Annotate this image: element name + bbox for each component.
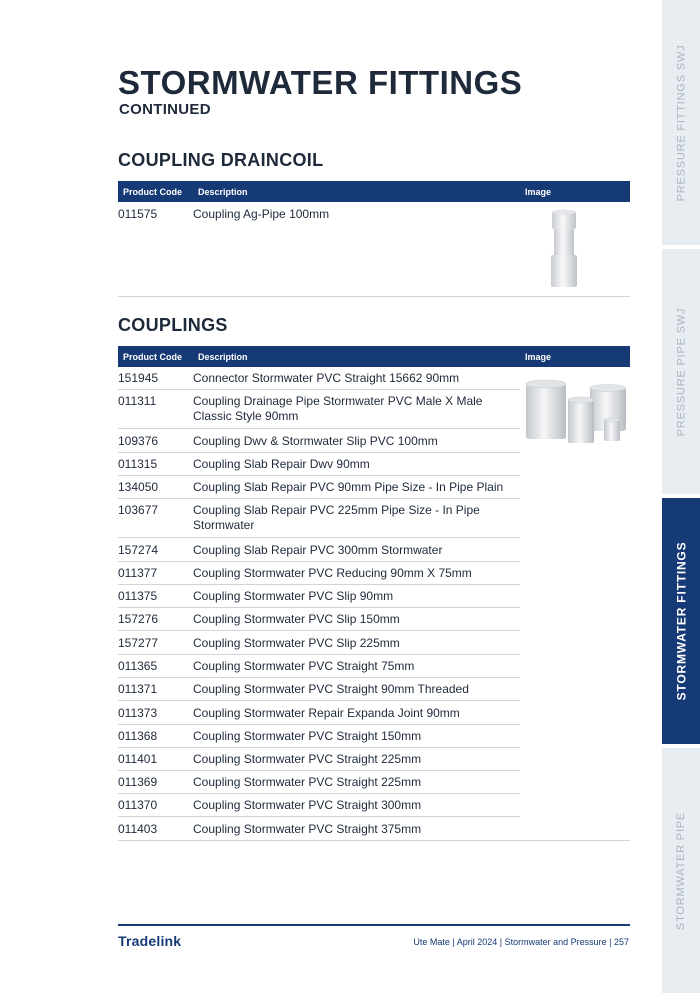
product-code: 157276 xyxy=(118,612,159,626)
product-description: Coupling Slab Repair Dwv 90mm xyxy=(193,457,370,471)
side-tab-label: STORMWATER FITTINGS xyxy=(674,541,688,701)
column-header-image: Image xyxy=(525,352,552,362)
product-code: 011373 xyxy=(118,706,158,720)
column-header-code: Product Code xyxy=(123,187,183,197)
product-code: 011401 xyxy=(118,752,158,766)
product-description: Coupling Slab Repair PVC 90mm Pipe Size - In Pipe Plain xyxy=(193,480,504,494)
product-description: Coupling Stormwater PVC Straight 375mm xyxy=(193,822,422,836)
row-divider xyxy=(118,607,520,608)
product-code: 109376 xyxy=(118,434,159,448)
section-title-coupling-draincoil: COUPLING DRAINCOIL xyxy=(118,150,324,170)
product-code: 011368 xyxy=(118,729,158,743)
table-header xyxy=(118,181,630,202)
tradelink-logo: Tradelink xyxy=(118,933,182,949)
row-divider xyxy=(118,630,520,631)
column-header-description: Description xyxy=(198,352,248,362)
column-header-code: Product Code xyxy=(123,352,183,362)
product-code: 011370 xyxy=(118,798,158,812)
section-divider xyxy=(118,840,630,841)
side-tab-stormwater-pipe[interactable] xyxy=(662,748,700,993)
column-header-description: Description xyxy=(198,187,248,197)
product-description: Coupling Stormwater PVC Reducing 90mm X 75mm xyxy=(193,566,472,580)
row-divider xyxy=(118,537,520,538)
product-description: Coupling Slab Repair PVC 225mm Pipe Size - In Pipe Stormwater xyxy=(193,503,480,532)
row-divider xyxy=(118,724,520,725)
row-divider xyxy=(118,561,520,562)
product-description: Coupling Ag-Pipe 100mm xyxy=(193,207,330,221)
product-description: Connector Stormwater PVC Straight 15662 90mm xyxy=(193,371,460,385)
product-code: 011371 xyxy=(118,682,158,696)
footer-divider xyxy=(118,924,630,926)
product-code: 157277 xyxy=(118,636,159,650)
product-description: Coupling Drainage Pipe Stormwater PVC Male X Male Classic Style 90mm xyxy=(193,394,483,423)
product-code: 011311 xyxy=(118,394,157,408)
product-code: 011575 xyxy=(118,207,158,221)
product-code: 011315 xyxy=(118,457,158,471)
row-divider xyxy=(118,770,520,771)
section-divider xyxy=(118,296,630,297)
side-tab-pressure-fittings-swj[interactable] xyxy=(662,0,700,245)
row-divider xyxy=(118,700,520,701)
row-divider xyxy=(118,584,520,585)
row-divider xyxy=(118,747,520,748)
section-title-couplings: COUPLINGS xyxy=(118,315,228,335)
row-divider xyxy=(118,816,520,817)
product-code: 011365 xyxy=(118,659,158,673)
side-tab-label: PRESSURE PIPE SWJ xyxy=(675,307,688,436)
product-code: 103677 xyxy=(118,503,159,517)
product-description: Coupling Stormwater PVC Straight 75mm xyxy=(193,659,415,673)
product-description: Coupling Stormwater PVC Straight 225mm xyxy=(193,775,422,789)
row-divider xyxy=(118,654,520,655)
product-code: 011375 xyxy=(118,589,158,603)
page-title: STORMWATER FITTINGS xyxy=(118,64,523,101)
row-divider xyxy=(118,475,520,476)
product-code: 011403 xyxy=(118,822,158,836)
side-tab-label: PRESSURE FITTINGS SWJ xyxy=(675,44,688,201)
product-description: Coupling Stormwater PVC Straight 300mm xyxy=(193,798,422,812)
product-code: 011377 xyxy=(118,566,158,580)
row-divider xyxy=(118,498,520,499)
product-code: 011369 xyxy=(118,775,158,789)
product-description: Coupling Stormwater PVC Slip 150mm xyxy=(193,612,400,626)
product-description: Coupling Dwv & Stormwater Slip PVC 100mm xyxy=(193,434,438,448)
page-subtitle: CONTINUED xyxy=(119,101,211,118)
side-tab-stormwater-fittings[interactable] xyxy=(662,498,700,744)
row-divider xyxy=(118,793,520,794)
couplings-image xyxy=(524,377,628,447)
coupling-ag-pipe-image xyxy=(548,209,580,289)
product-description: Coupling Stormwater PVC Straight 90mm Threaded xyxy=(193,682,469,696)
product-description: Coupling Slab Repair PVC 300mm Stormwater xyxy=(193,543,443,557)
column-header-image: Image xyxy=(525,187,552,197)
row-divider xyxy=(118,428,520,429)
table-header xyxy=(118,346,630,367)
row-divider xyxy=(118,677,520,678)
side-tab-pressure-pipe-swj[interactable] xyxy=(662,249,700,494)
product-code: 151945 xyxy=(118,371,159,385)
product-description: Coupling Stormwater PVC Slip 90mm xyxy=(193,589,394,603)
product-description: Coupling Stormwater Repair Expanda Joint 90mm xyxy=(193,706,460,720)
side-tab-label: STORMWATER PIPE xyxy=(675,811,688,930)
row-divider xyxy=(118,452,520,453)
footer-info: Ute Mate | April 2024 | Stormwater and Pressure | 257 xyxy=(413,937,629,947)
side-tab-nav xyxy=(662,0,700,993)
product-description: Coupling Stormwater PVC Straight 150mm xyxy=(193,729,422,743)
product-code: 134050 xyxy=(118,480,159,494)
product-description: Coupling Stormwater PVC Straight 225mm xyxy=(193,752,422,766)
row-divider xyxy=(118,389,520,390)
product-description: Coupling Stormwater PVC Slip 225mm xyxy=(193,636,400,650)
product-code: 157274 xyxy=(118,543,159,557)
